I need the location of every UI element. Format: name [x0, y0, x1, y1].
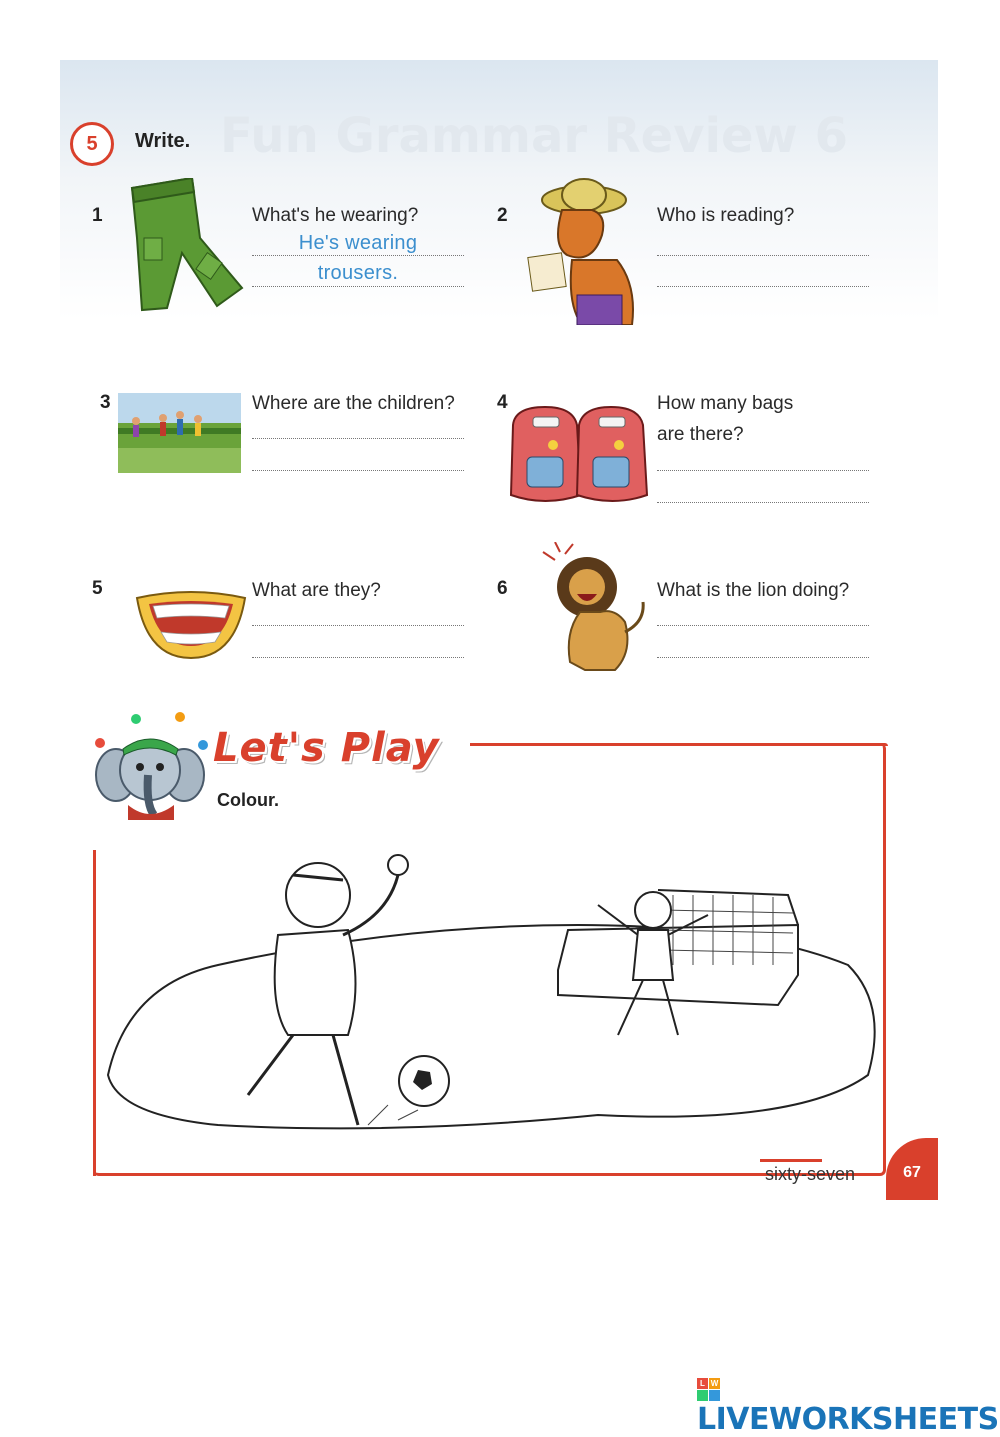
question-number-5: 5	[92, 578, 103, 599]
exercise-instruction: Write.	[135, 130, 191, 152]
dotted-line	[252, 255, 464, 256]
exercise-number-badge: 5	[70, 122, 114, 166]
answer-line-1a[interactable]: He's wearing	[298, 232, 418, 254]
liveworksheets-logo[interactable]	[697, 1378, 1000, 1437]
trousers-image	[122, 178, 247, 318]
lets-play-frame-left	[93, 850, 96, 1176]
answer-line-5b[interactable]	[252, 657, 464, 658]
answer-line-6a[interactable]	[657, 625, 869, 626]
lets-play-instruction: Colour.	[217, 790, 279, 810]
logo-icon-letter-l: L	[697, 1378, 708, 1389]
answer-line-3a[interactable]	[252, 438, 464, 439]
question-number-2: 2	[497, 205, 508, 226]
page-number-tab: 67	[886, 1138, 938, 1200]
question-number-3: 3	[100, 392, 111, 413]
answer-line-5a[interactable]	[252, 625, 464, 626]
logo-icon-square	[697, 1390, 708, 1401]
worksheet-page	[60, 60, 938, 1200]
logo-text: LIVEWORKSHEETS	[697, 1402, 999, 1437]
mouth-image	[135, 588, 247, 660]
lion-image	[525, 542, 650, 677]
background-watermark: Fun Grammar Review 6	[220, 108, 848, 164]
question-number-1: 1	[92, 205, 103, 226]
question-number-6: 6	[497, 578, 508, 599]
dotted-line	[252, 286, 464, 287]
answer-line-3b[interactable]	[252, 470, 464, 471]
lets-play-title: Let's Play	[213, 725, 440, 771]
question-text-2: Who is reading?	[657, 205, 795, 226]
question-text-3: Where are the children?	[252, 393, 455, 414]
footer-rule	[760, 1159, 822, 1162]
logo-icon	[697, 1378, 721, 1402]
answer-line-1b[interactable]: trousers.	[317, 262, 399, 284]
answer-line-2a[interactable]	[657, 255, 869, 256]
page-words: sixty-seven	[765, 1164, 856, 1184]
question-number-4: 4	[497, 392, 508, 413]
question-text-4a: How many bags	[657, 393, 794, 414]
answer-line-4a[interactable]	[657, 470, 869, 471]
logo-icon-square	[709, 1390, 720, 1401]
elephant-mascot	[88, 705, 213, 825]
answer-line-6b[interactable]	[657, 657, 869, 658]
park-image	[118, 393, 241, 473]
question-text-4b: are there?	[657, 424, 744, 445]
question-text-5: What are they?	[252, 580, 381, 601]
question-text-6: What is the lion doing?	[657, 580, 850, 601]
backpacks-image	[505, 395, 655, 510]
lets-play-frame-top	[470, 743, 888, 746]
answer-line-4b[interactable]	[657, 502, 869, 503]
football-colouring-picture[interactable]	[98, 835, 883, 1175]
logo-icon-letter-w: W	[710, 1379, 719, 1388]
kangaroo-image	[522, 175, 652, 325]
question-text-1: What's he wearing?	[252, 205, 419, 226]
answer-line-2b[interactable]	[657, 286, 869, 287]
